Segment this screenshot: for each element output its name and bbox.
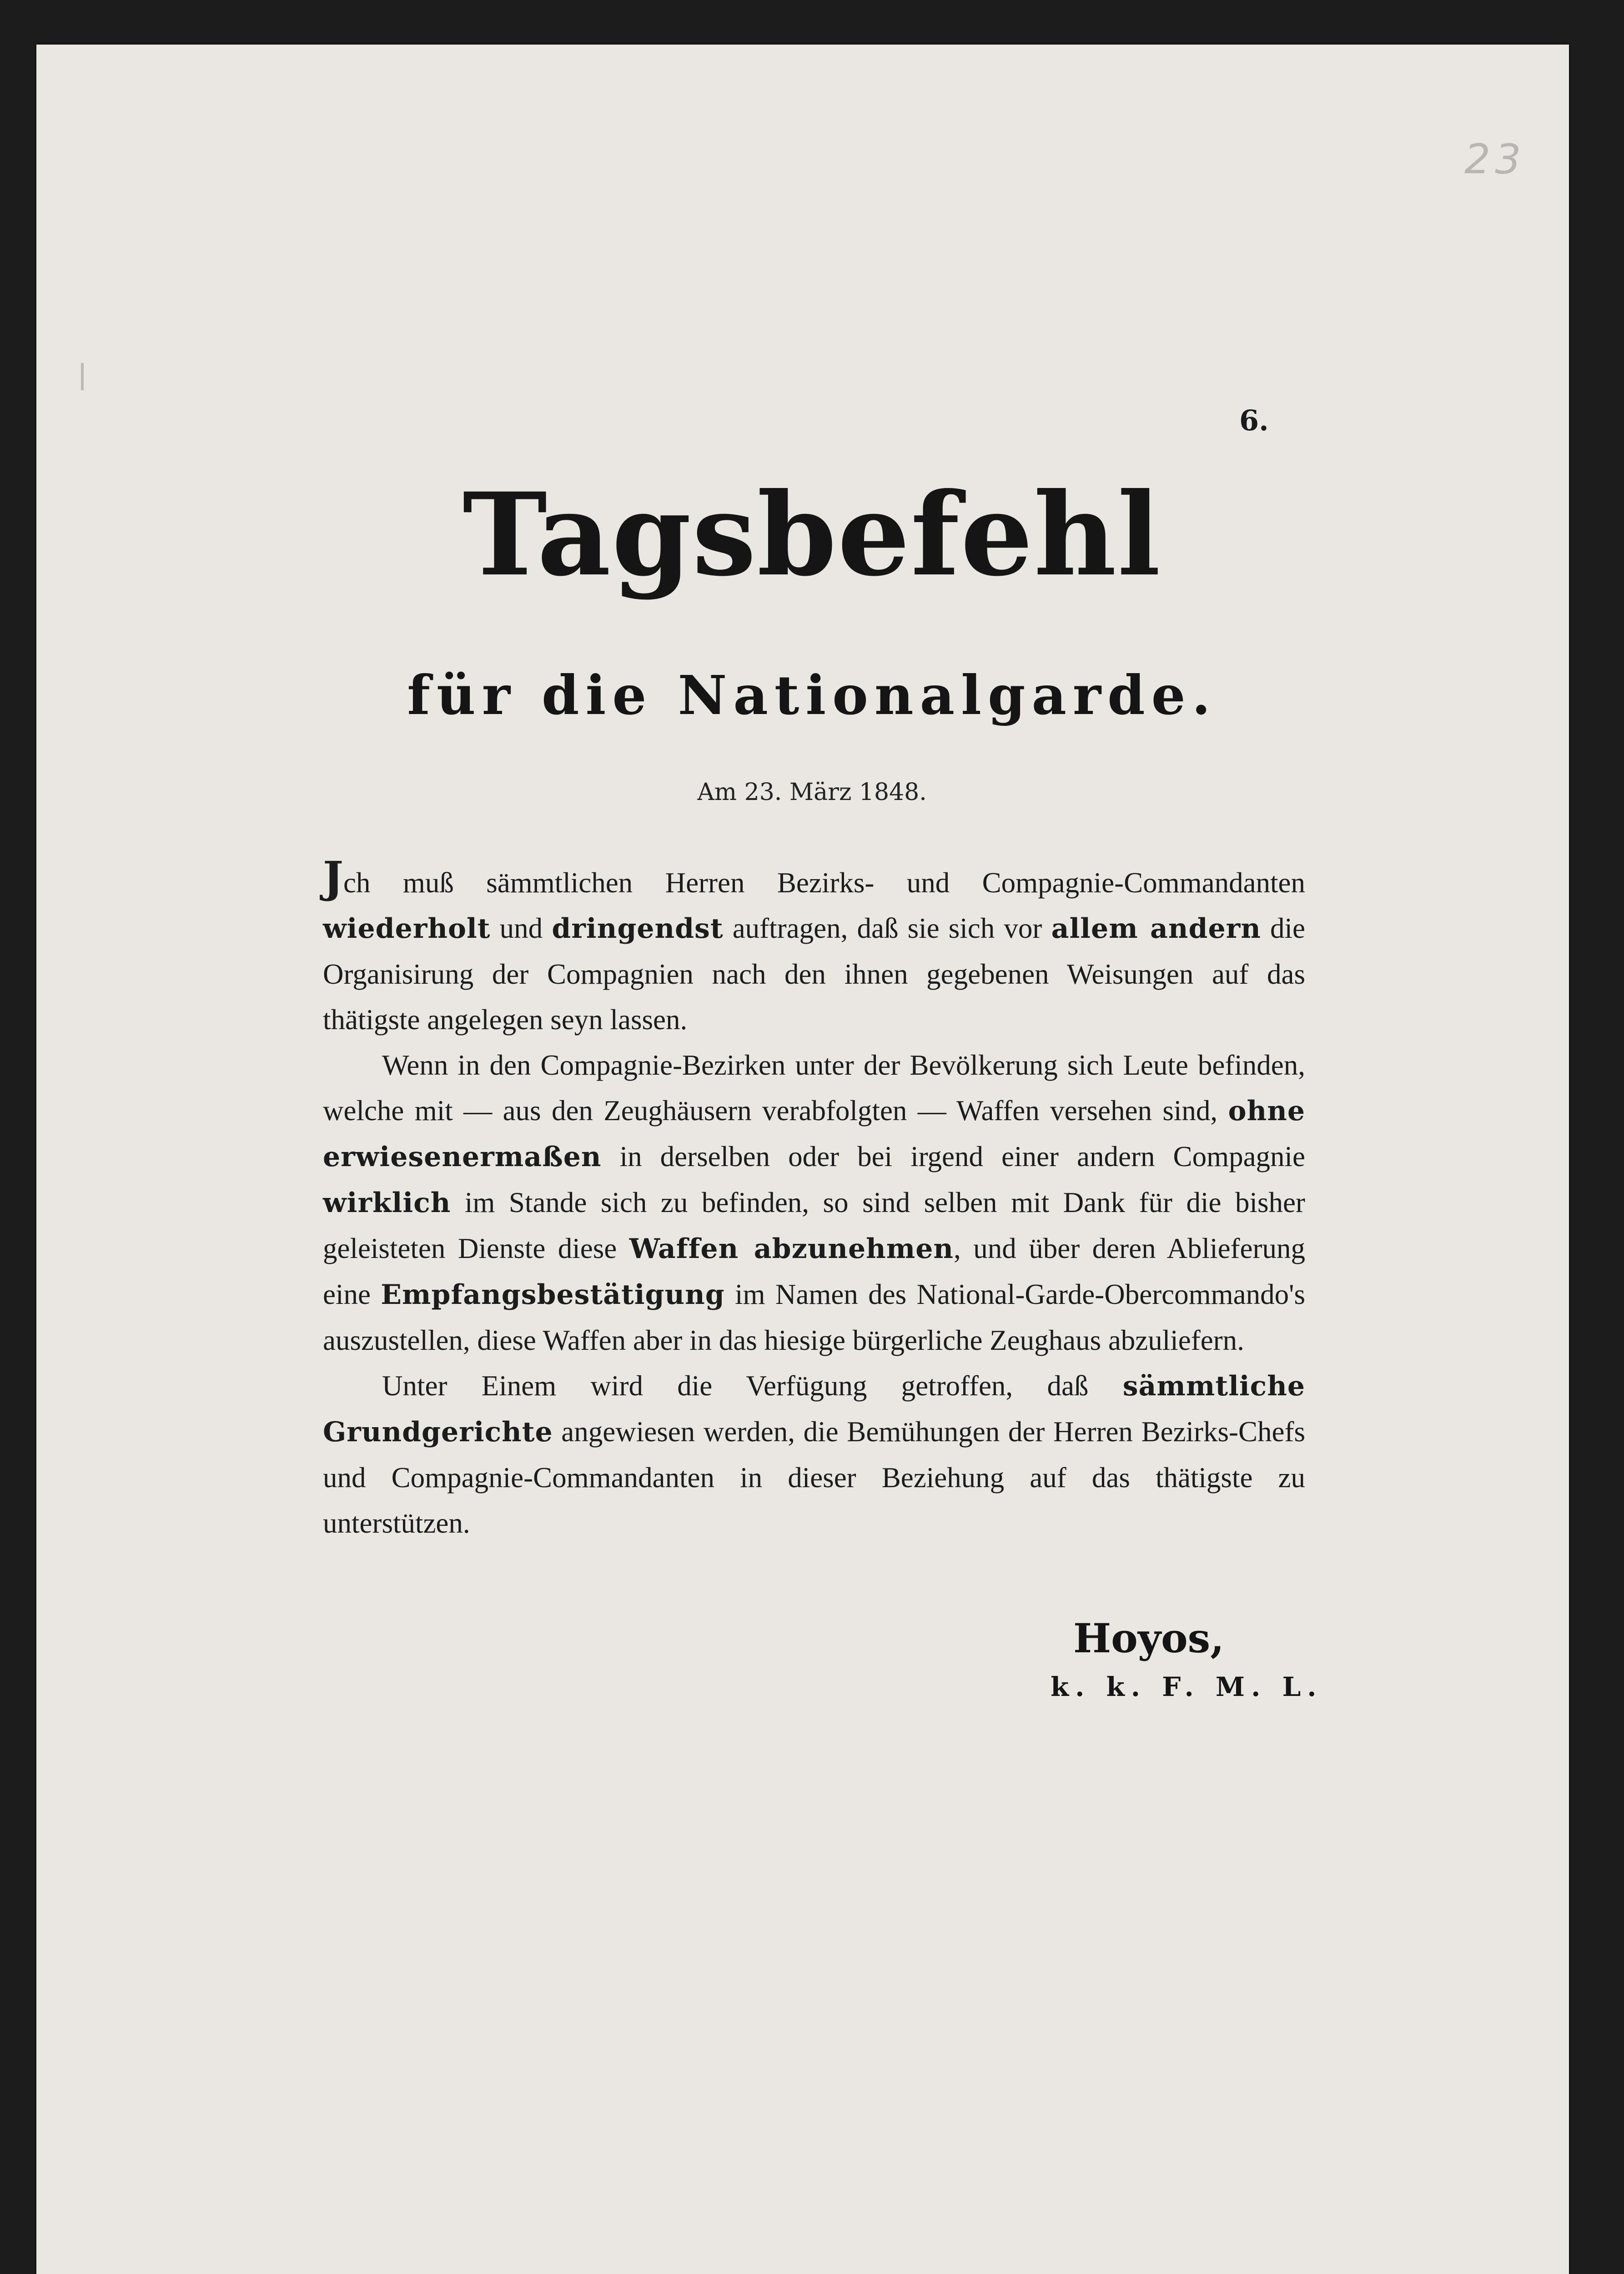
text-segment: und: [490, 912, 552, 944]
text-segment: Unter Einem wird die Verfügung getroffen, daß: [382, 1370, 1123, 1402]
text-segment: ch muß sämmtlichen Herren Bezirks- und Compagnie-Commandanten: [343, 867, 1305, 899]
text-segment: in derselben oder bei irgend einer andern Compagnie: [601, 1141, 1305, 1172]
text-segment: die Organisirung der Compagnien nach den ihnen gegebenen Weisungen auf das thätigste angelegen seyn lassen.: [323, 912, 1306, 1036]
text-segment: Wenn in den Compagnie-Bezirken unter der Bevölkerung sich Leute befinden, welche mit — aus den Zeughäusern verabfolgten — Waffen versehen sind,: [323, 1049, 1305, 1127]
document-title: Tagsbefehl: [463, 468, 1161, 601]
archive-pencil-number: 23: [1464, 136, 1526, 183]
text-segment: auftragen, daß sie sich vor: [723, 912, 1051, 944]
paper-fold-mark: [81, 363, 84, 390]
signature-rank: k. k. F. M. L.: [1051, 1671, 1323, 1702]
emphasis-segment: Waffen abzunehmen: [629, 1233, 954, 1265]
emphasis-segment: Empfangsbestätigung: [381, 1279, 725, 1311]
paragraph-2: [323, 1042, 1305, 1363]
document-date: Am 23. März 1848.: [697, 779, 927, 806]
paragraph-3: [323, 1363, 1305, 1546]
text-segment: im Stande sich zu befinden, so sind selben mit Dank für die bisher geleisteten Dienste diese: [323, 1187, 1305, 1264]
order-body: [323, 852, 1306, 1546]
emphasis-segment: allem andern: [1051, 913, 1261, 945]
signature-name: Hoyos,: [1073, 1615, 1224, 1662]
drop-initial: J: [323, 852, 343, 903]
document-subtitle: für die Nationalgarde.: [407, 664, 1217, 727]
text-segment: , und über deren Ablieferung eine: [323, 1233, 1305, 1310]
text-segment: angewiesen werden, die Bemühungen der Herren Bezirks-Chefs und Compagnie-Commandanten in dieser Beziehung auf das thätigste zu unterstützen.: [323, 1416, 1305, 1539]
text-segment: im Namen des National-Garde-Obercommando's auszustellen, diese Waffen aber in das hiesige bürgerliche Zeughaus abzuliefern.: [323, 1278, 1305, 1356]
paragraph-1: [323, 852, 1306, 1042]
emphasis-segment: ohne erwiesenermaßen: [323, 1095, 1305, 1173]
emphasis-segment: sämmtliche Grundgerichte: [323, 1370, 1305, 1448]
page-number: 6.: [1239, 404, 1269, 437]
emphasis-segment: dringendst: [552, 913, 724, 945]
emphasis-segment: wirklich: [323, 1187, 451, 1219]
emphasis-segment: wiederholt: [323, 913, 491, 945]
